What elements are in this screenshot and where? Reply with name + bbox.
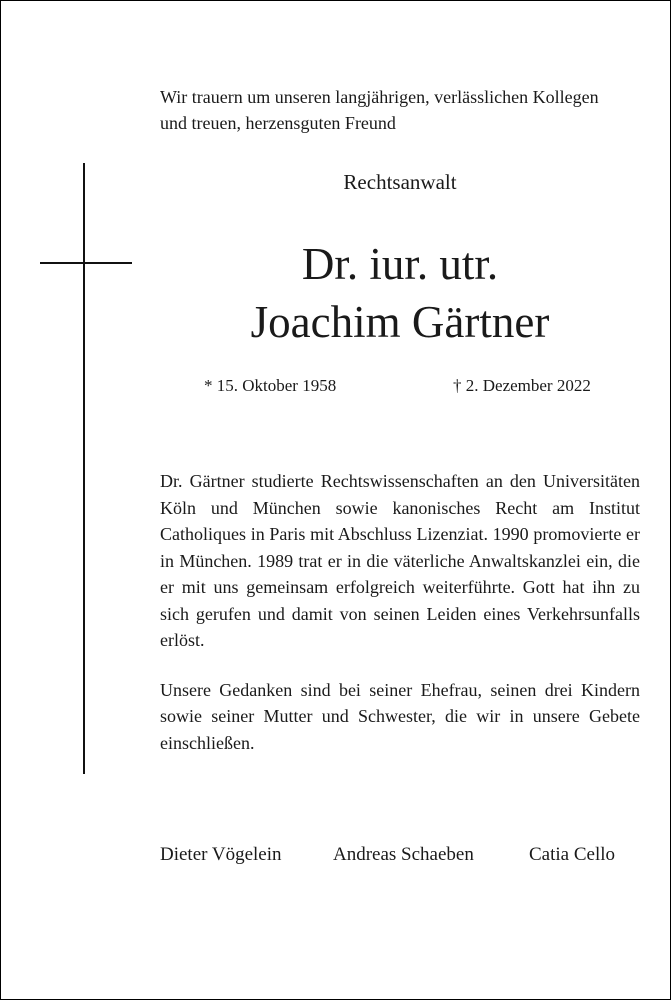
biography-text: [160, 468, 640, 756]
intro-text: [160, 84, 640, 136]
biography-paragraph-1: Dr. Gärtner studierte Rechtswissenschaften an den Universitäten Köln und München sowie kanonisches Recht am Institut Catholiques in Paris mit Abschluss Lizenziat. 1990 promovierte er in München. 1989 trat er in die väterliche Anwaltskanzlei ein, die er mit uns gemeinsam erfolgreich weiterführte. Gott hat ihn zu sich gerufen und damit von seinen Leiden eines Verkehrsunfalls erlöst.: [160, 471, 640, 650]
birth-date: * 15. Oktober 1958: [204, 376, 337, 395]
death-date: † 2. Dezember 2022: [453, 376, 591, 395]
deceased-name: [141, 235, 659, 351]
signature-name: Catia Cello: [529, 844, 616, 865]
intro-line-1: Wir trauern um unseren langjährigen, verlässlichen Kollegen: [160, 87, 599, 107]
name-line-2: Joachim Gärtner: [250, 297, 550, 347]
cross-icon-horizontal-bar: [40, 262, 132, 264]
signature-name: Dieter Vögelein: [160, 844, 282, 865]
intro-line-2: und treuen, herzensguten Freund: [160, 113, 396, 133]
profession-title: Rechtsanwalt: [343, 170, 457, 194]
signature-name: Andreas Schaeben: [333, 844, 474, 865]
cross-icon-vertical-bar: [83, 163, 85, 774]
name-line-1: Dr. iur. utr.: [301, 239, 499, 289]
biography-paragraph-2: Unsere Gedanken sind bei seiner Ehefrau, seinen drei Kindern sowie seiner Mutter und Schwester, die wir in unsere Gebete einschließen.: [160, 679, 640, 753]
